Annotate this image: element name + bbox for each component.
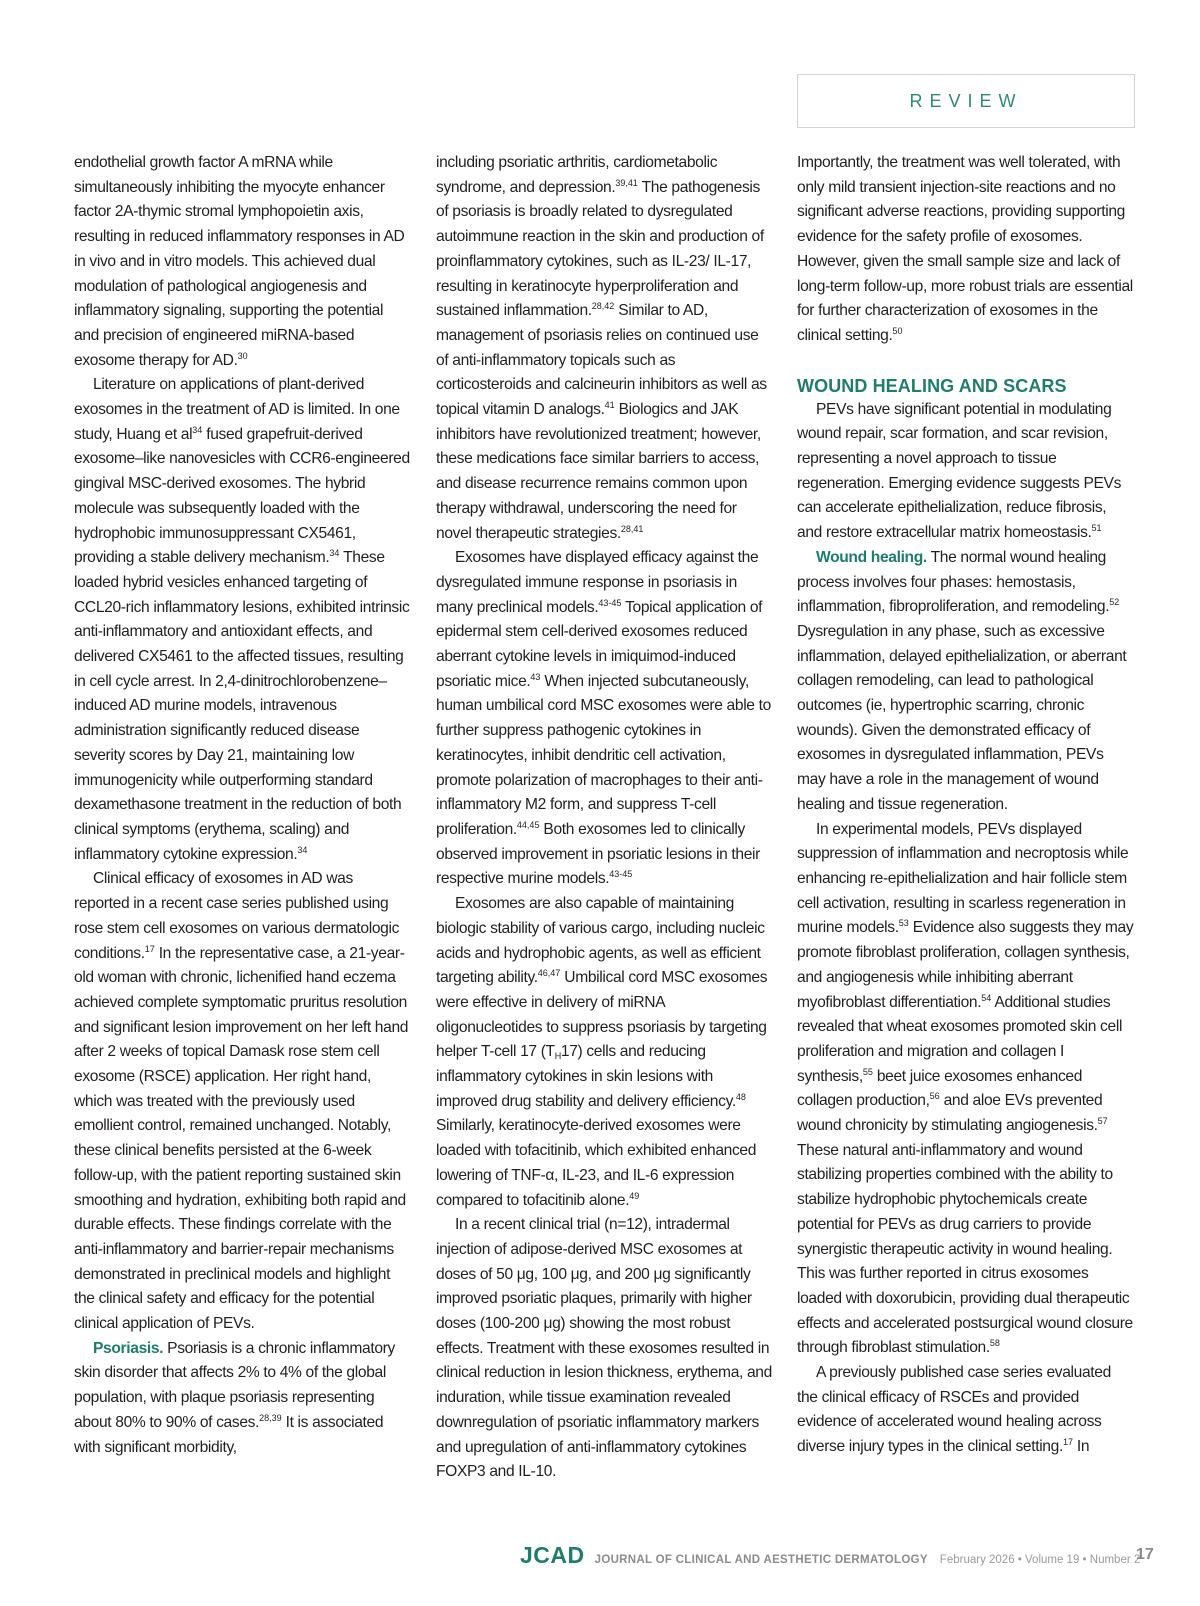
- paragraph: Exosomes are also capable of maintaining biologic stability of various cargo, including nucleic acids and hydrophobic agents, as well as efficient targeting ability.$^{46,47}$ Umbilical cord MSC exosomes were effective in delivery of miRNA oligonucleotides to suppress psoriasis by targeting helper T-cell 17 $(T_H17)$ cells and reducing inflammatory cytokines in skin lesions with improved drug stability and delivery efficiency.$^{48}$ Similarly, keratinocyte-derived exosomes were loaded with tofacitinib, which exhibited enhanced lowering of TNF-α, IL-23, and IL-6 expression compared to tofacitinib alone.$^{49}$: [436, 895, 768, 1209]
- section-label: REVIEW: [909, 90, 1023, 111]
- paragraph: Literature on applications of plant-derived exosomes in the treatment of AD is limited. In one study, Huang et $al^{34}$ fused grapefruit-derived exosome–like nanovesicles with CCR6-engineered gingival MSC-derived exosomes. The hybrid molecule was subsequently loaded with the hydrophobic immunosuppressant CX5461, providing a stable delivery mechanism.$^{34}$ These loaded hybrid vesicles enhanced targeting of CCL20-rich inflammatory lesions, exhibited intrinsic anti-inflammatory and antioxidant effects, and delivered CX5461 to the affected tissues, resulting in cell cycle arrest. In 2,4-dinitrochlorobenzene–induced AD murine models, intravenous administration significantly reduced disease severity scores by Day 21, maintaining low immunogenicity while outperforming standard dexamethasone treatment in the reduction of both clinical symptoms (erythema, scaling) and inflammatory cytokine expression.$^{34}$: [74, 376, 410, 863]
- column-1: [74, 151, 410, 1460]
- paragraph: Psoriasis. Psoriasis is a chronic inflammatory skin disorder that affects 2% to 4% of the global population, with plaque psoriasis representing about 80% to 90% of cases.$^{28,39}$ It is associated with significant morbidity,: [74, 1339, 395, 1456]
- journal-name: JOURNAL OF CLINICAL AND AESTHETIC DERMATOLOGY: [594, 1554, 928, 1566]
- paragraph: In a recent clinical trial (n=12), intradermal injection of adipose-derived MSC exosomes at doses of 50 μg, 100 μg, and 200 μg significantly improved psoriatic plaques, primarily with higher doses (100-200 μg) showing the most robust effects. Treatment with these exosomes resulted in clinical reduction in lesion thickness, erythema, and induration, while tissue examination revealed downregulation of psoriatic inflammatory markers and upregulation of anti-inflammatory cytokines FOXP3 and IL-10.: [436, 1216, 772, 1481]
- paragraph: In experimental models, PEVs displayed suppression of inflammation and necroptosis while enhancing re-epithelialization and hair follicle stem cell activation, resulting in scarless regeneration in murine models.$^{53}$ Evidence also suggests they may promote fibroblast proliferation, collagen synthesis, and angiogenesis while inhibiting aberrant myofibroblast differentiation.$^{54}$ Additional studies revealed that wheat exosomes promoted skin cell proliferation and migration and collagen I synthesis,$^{55}$ beet juice exosomes enhanced collagen production,$^{56}$ and aloe EVs prevented wound chronicity by stimulating angiogenesis.$^{57}$ These natural anti-inflammatory and wound stabilizing properties combined with the ability to stabilize hydrophobic phytochemicals create potential for PEVs as drug carriers to provide synergistic therapeutic activity in wound healing. This was further reported in citrus exosomes loaded with doxorubicin, providing dual therapeutic effects and accelerated postsurgical wound closure through fibroblast stimulation.$^{58}$: [797, 820, 1134, 1357]
- paragraph: endothelial growth factor A mRNA while simultaneously inhibiting the myocyte enhancer factor 2A-thymic stromal lymphopoietin axis, resulting in reduced inflammatory responses in AD in vivo and in vitro models. This achieved dual modulation of pathological angiogenesis and inflammatory signaling, supporting the potential and precision of engineered miRNA-based exosome therapy for AD.$^{30}$: [74, 154, 405, 369]
- subsection-lead: Wound healing.: [816, 548, 927, 566]
- column-3: [797, 151, 1135, 1460]
- section-label-box: [797, 74, 1135, 128]
- paragraph: including psoriatic arthritis, cardiometabolic syndrome, and depression.$^{39,41}$ The pathogenesis of psoriasis is broadly related to dysregulated autoimmune reaction in the skin and production of proinflammatory cytokines, such as IL-23/ IL-17, resulting in keratinocyte hyperproliferation and sustained inflammation.$^{28,42}$ Similar to AD, management of psoriasis relies on continued use of anti-inflammatory topicals such as corticosteroids and calcineurin inhibitors as well as topical vitamin D analogs.$^{41}$ Biologics and JAK inhibitors have revolutionized treatment; however, these medications face similar barriers to access, and disease recurrence remains common upon therapy withdrawal, underscoring the need for novel therapeutic strategies.$^{28,41}$: [436, 154, 767, 542]
- section-heading: WOUND HEALING AND SCARS: [797, 375, 1067, 396]
- paragraph: PEVs have significant potential in modulating wound repair, scar formation, and scar revision, representing a novel approach to tissue regeneration. Emerging evidence suggests PEVs can accelerate epithelialization, reduce fibrosis, and restore extracellular matrix homeostasis.$^{51}$: [797, 400, 1122, 542]
- page-number: 17: [1136, 1546, 1154, 1563]
- paragraph: Importantly, the treatment was well tolerated, with only mild transient injection-site reactions and no significant adverse reactions, providing supporting evidence for the safety profile of exosomes. However, given the small sample size and lack of long-term follow-up, more robust trials are essential for further characterization of exosomes in the clinical setting.$^{50}$: [797, 154, 1133, 344]
- paragraph: Clinical efficacy of exosomes in AD was reported in a recent case series published using rose stem cell exosomes on various dermatologic conditions.$^{17}$ In the representative case, a 21-year-old woman with chronic, lichenified hand eczema achieved complete symptomatic pruritus resolution and significant lesion improvement on her left hand after 2 weeks of topical Damask rose stem cell exosome (RSCE) application. Her right hand, which was treated with the previously used emollient control, remained unchanged. Notably, these clinical benefits persisted at the 6-week follow-up, with the patient reporting sustained skin smoothing and hydration, exhibiting both rapid and durable effects. These findings correlate with the anti-inflammatory and barrier-repair mechanisms demonstrated in preclinical models and highlight the clinical safety and efficacy for the potential clinical application of PEVs.: [74, 870, 409, 1333]
- journal-logo: JCAD: [520, 1542, 585, 1568]
- column-2: [436, 151, 772, 1485]
- paragraph: Exosomes have displayed efficacy against the dysregulated immune response in psoriasis in many preclinical models.$^{43-45}$ Topical application of epidermal stem cell-derived exosomes reduced aberrant cytokine levels in imiquimod-induced psoriatic mice.$^{43}$ When injected subcutaneously, human umbilical cord MSC exosomes were able to further suppress pathogenic cytokines in keratinocytes, inhibit dendritic cell activation, promote polarization of macrophages to their anti-inflammatory M2 form, and suppress T-cell proliferation.$^{44,45}$ Both exosomes led to clinically observed improvement in psoriatic lesions in their respective murine models.$^{43-45}$: [436, 549, 771, 888]
- issue-info: February 2026 • Volume 19 • Number 2: [939, 1554, 1141, 1566]
- paragraph: Wound healing. The normal wound healing process involves four phases: hemostasis, inflammation, fibroproliferation, and remodeling.$^{52}$ Dysregulation in any phase, such as excessive inflammation, delayed epithelialization, or aberrant collagen remodeling, can lead to pathological outcomes (ie, hypertrophic scarring, chronic wounds). Given the demonstrated efficacy of exosomes in dysregulated inflammation, PEVs may have a role in the management of wound healing and tissue regeneration.: [797, 548, 1127, 813]
- paragraph: A previously published case series evaluated the clinical efficacy of RSCEs and provided evidence of accelerated wound healing across diverse injury types in the clinical setting.$^{17}$ In: [797, 1364, 1111, 1456]
- page-footer: [520, 1542, 1140, 1576]
- subsection-lead: Psoriasis.: [93, 1339, 164, 1357]
